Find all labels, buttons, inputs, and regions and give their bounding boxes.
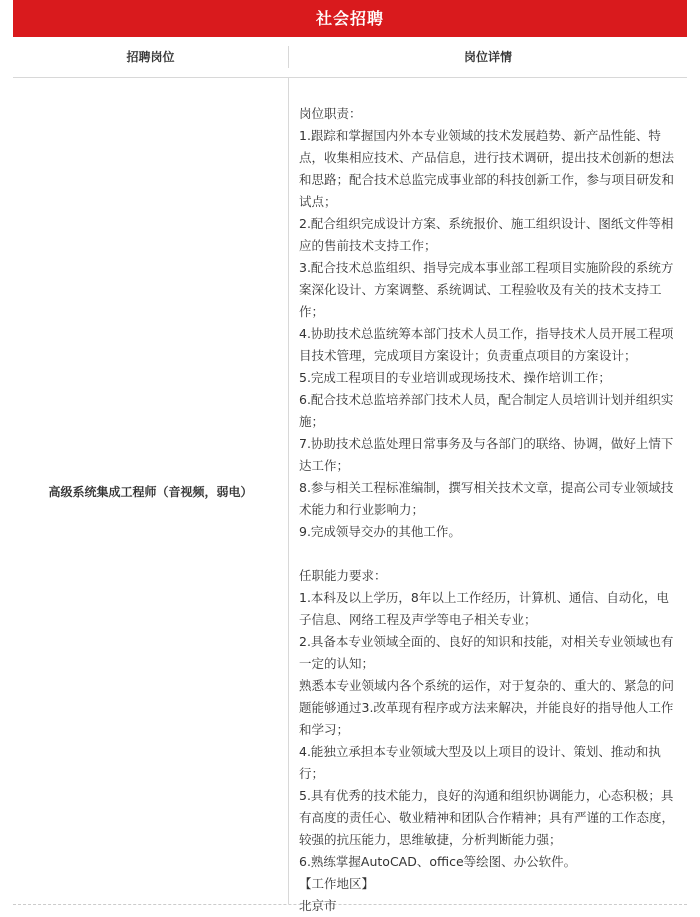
requirements-heading: 任职能力要求：	[299, 568, 387, 583]
requirement-item: 熟悉本专业领域内各个系统的运作，对于复杂的、重大的、紧急的问题能够通过3.改革现有程序或方法来解决，并能良好的指导他人工作和学习；	[299, 678, 675, 737]
requirement-item: 4.能独立承担本专业领域大型及以上项目的设计、策划、推动和执行；	[299, 744, 661, 781]
duty-item: 8.参与相关工程标准编制，撰写相关技术文章，提高公司专业领域技术能力和行业影响力；	[299, 480, 674, 517]
job-table	[13, 0, 687, 913]
duty-item: 5.完成工程项目的专业培训或现场技术、操作培训工作；	[299, 370, 611, 385]
location-heading: 【工作地区】	[299, 876, 375, 891]
duty-item: 4.协助技术总监统筹本部门技术人员工作，指导技术人员开展工程项目技术管理，完成项目方案设计；负责重点项目的方案设计；	[299, 326, 674, 363]
job-details	[289, 78, 687, 913]
duty-item: 3.配合技术总监组织、指导完成本事业部工程项目实施阶段的系统方案深化设计、方案调整、系统调试、工程验收及有关的技术支持工作；	[299, 260, 674, 319]
duties-heading: 岗位职责：	[299, 106, 362, 121]
requirement-item: 2.具备本专业领域全面的、良好的知识和技能，对相关专业领域也有一定的认知；	[299, 634, 674, 671]
requirement-item: 1.本科及以上学历，8年以上工作经历，计算机、通信、自动化，电子信息、网络工程及声学等电子相关专业；	[299, 590, 669, 627]
duty-item: 1.跟踪和掌握国内外本专业领域的技术发展趋势、新产品性能、特点，收集相应技术、产品信息，进行技术调研，提出技术创新的想法和思路；配合技术总监完成事业部的科技创新工作，参与项目研发和试点；	[299, 128, 675, 209]
location-value: 北京市	[299, 898, 337, 913]
section-title: 社会招聘	[13, 0, 687, 37]
requirement-item: 5.具有优秀的技术能力，良好的沟通和组织协调能力，心态积极；具有高度的责任心、敬业精神和团队合作精神；具有严谨的工作态度，较强的抗压能力，思维敏捷，分析判断能力强；	[299, 788, 675, 847]
duty-item: 9.完成领导交办的其他工作。	[299, 524, 461, 539]
duty-item: 7.协助技术总监处理日常事务及与各部门的联络、协调，做好上情下达工作；	[299, 436, 674, 473]
table-header	[13, 37, 687, 78]
spacer	[299, 543, 679, 565]
table-row	[13, 78, 687, 913]
header-position: 招聘岗位	[13, 46, 289, 68]
duty-item: 6.配合技术总监培养部门技术人员，配合制定人员培训计划并组织实施；	[299, 392, 674, 429]
position-title: 高级系统集成工程师（音视频，弱电）	[13, 78, 289, 904]
duty-item: 2.配合组织完成设计方案、系统报价、施工组织设计、图纸文件等相应的售前技术支持工作；	[299, 216, 674, 253]
header-details: 岗位详情	[463, 50, 512, 64]
requirement-item: 6.熟练掌握AutoCAD、office等绘图、办公软件。	[299, 854, 577, 869]
